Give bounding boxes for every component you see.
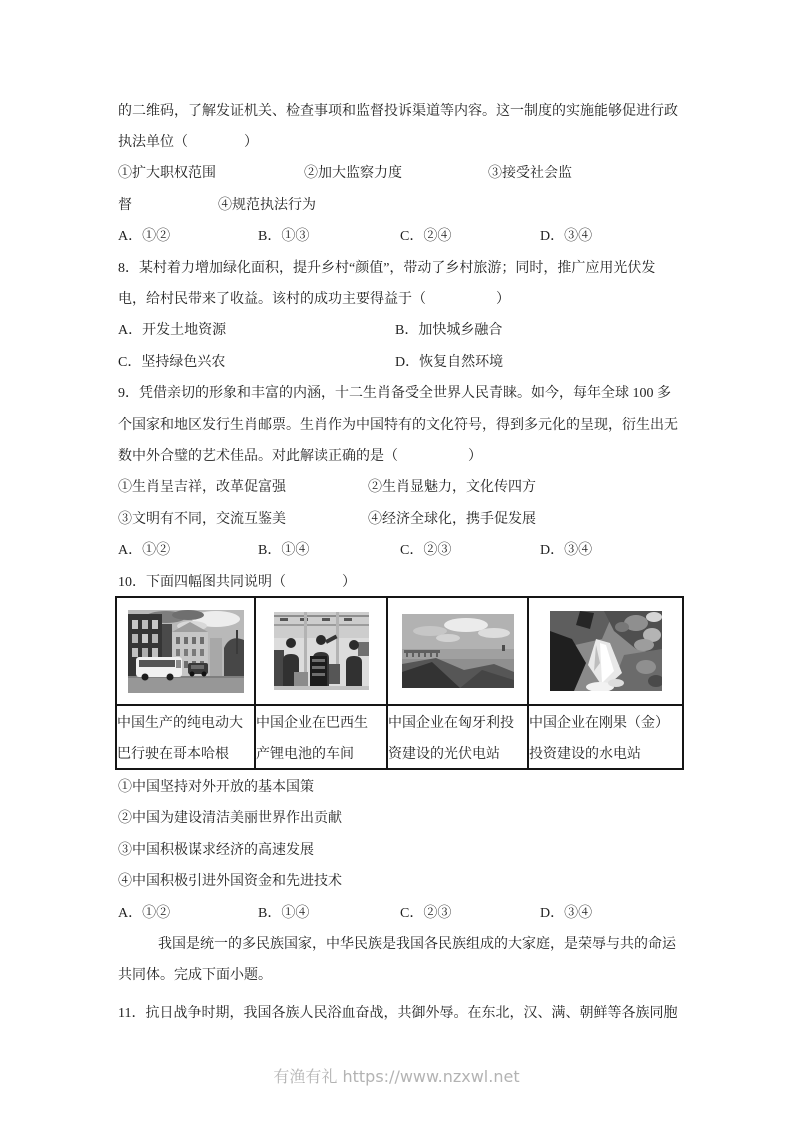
q7-answer-row — [118, 220, 684, 251]
q7-answer-b: B．①③ — [258, 229, 310, 245]
q10-image-table — [115, 596, 684, 770]
q7-body-line-1: 的二维码，了解发证机关、检查事项和监督投诉渠道等内容。这一制度的实施能够促进行政 — [118, 103, 678, 119]
q9-option-3: ③文明有不同，交流互鉴美 — [118, 511, 286, 527]
q10-option-4: ④中国积极引进外国资金和先进技术 — [118, 874, 342, 890]
q10-caption-4-line-2: 投资建设的水电站 — [529, 746, 641, 762]
q9-answer-b: B．①④ — [258, 543, 310, 559]
q7-option-3: ③接受社会监 — [488, 166, 572, 182]
q10-caption-row — [116, 705, 683, 769]
q8-answer-a: A．开发土地资源 — [118, 323, 227, 339]
q9-answer-a: A．①② — [118, 543, 171, 559]
q9-option-1: ①生肖呈吉祥，改革促富强 — [118, 480, 286, 496]
footer-watermark — [0, 1064, 793, 1087]
q7-body-line-2: 执法单位（ ） — [118, 135, 258, 151]
q8-answer-b: B．加快城乡融合 — [395, 323, 503, 339]
q7-answer-c: C．②④ — [400, 229, 452, 245]
q10-answer-b: B．①④ — [258, 905, 310, 921]
q10-image-cell-3 — [387, 597, 528, 705]
q9-body-line-2: 个国家和地区发行生肖邮票。生肖作为中国特有的文化符号，得到多元化的呈现，衍生出无 — [118, 417, 678, 433]
q9-body-line-1: 9．凭借亲切的形象和丰富的内涵，十二生肖备受全世界人民青睐。如今，每年全球 100 多 — [118, 386, 671, 402]
q11-intro-line-1: 我国是统一的多民族国家，中华民族是我国各民族组成的大家庭，是荣辱与共的命运 — [158, 936, 676, 952]
q8-answer-c: C．坚持绿色兴农 — [118, 354, 226, 370]
q10-image-cell-4 — [528, 597, 683, 705]
q10-caption-3-line-1: 中国企业在匈牙利投 — [388, 715, 514, 731]
q9-option-4: ④经济全球化，携手促发展 — [368, 511, 536, 527]
q10-image-row — [116, 597, 683, 705]
footer-watermark-text: 有渔有礼 https://www.nzxwl.net — [273, 1067, 520, 1086]
photo-solar-plant-hungary — [402, 614, 514, 688]
q10-image-cell-1 — [116, 597, 255, 705]
q10-answer-d: D．③④ — [540, 905, 593, 921]
q7-option-1: ①扩大职权范围 — [118, 166, 216, 182]
q10-answer-a: A．①② — [118, 905, 171, 921]
q10-image-cell-2 — [255, 597, 387, 705]
q8-answer-row-2 — [118, 345, 684, 376]
q10-stem: 10．下面四幅图共同说明（ ） — [118, 574, 356, 590]
q10-answer-c: C．②③ — [400, 905, 452, 921]
q8-answer-d: D．恢复自然环境 — [395, 354, 504, 370]
q9-answer-d: D．③④ — [540, 543, 593, 559]
q9-options-row-1 — [118, 471, 684, 502]
q8-answer-row-1 — [118, 314, 684, 345]
q10-caption-1-line-1: 中国生产的纯电动大 — [117, 715, 243, 731]
q9-answer-row — [118, 533, 684, 564]
q10-caption-1-line-2: 巴行驶在哥本哈根 — [117, 746, 229, 762]
q10-caption-3-line-2: 资建设的光伏电站 — [388, 746, 500, 762]
q10-option-2: ②中国为建设清洁美丽世界作出贡献 — [118, 811, 342, 827]
q7-answer-d: D．③④ — [540, 229, 593, 245]
q10-caption-2-line-1: 中国企业在巴西生 — [256, 715, 368, 731]
photo-hydropower-congo — [550, 611, 662, 691]
q7-option-3-continuation: 督 — [118, 197, 132, 213]
q7-option-4: ④规范执法行为 — [218, 197, 316, 213]
q11-intro-line-2: 共同体。完成下面小题。 — [118, 968, 272, 984]
q7-option-2: ②加大监察力度 — [304, 166, 402, 182]
photo-battery-workshop-brazil — [274, 612, 369, 690]
q10-option-3: ③中国积极谋求经济的高速发展 — [118, 842, 314, 858]
q9-body-line-3: 数中外合璧的艺术佳品。对此解读正确的是（ ） — [118, 448, 482, 464]
q10-caption-4-line-1: 中国企业在刚果（金） — [529, 715, 669, 731]
q10-caption-cell-2 — [255, 705, 387, 769]
q7-options-row-2 — [118, 188, 684, 219]
q10-option-1: ①中国坚持对外开放的基本国策 — [118, 779, 314, 795]
q10-answer-row — [118, 896, 684, 927]
q9-option-2: ②生肖显魅力，文化传四方 — [368, 480, 536, 496]
q10-caption-cell-1 — [116, 705, 255, 769]
q7-answer-a: A．①② — [118, 229, 171, 245]
exam-page-body — [118, 94, 684, 1027]
q10-caption-cell-4 — [528, 705, 683, 769]
q10-caption-cell-3 — [387, 705, 528, 769]
q8-body-line-2: 电，给村民带来了收益。该村的成功主要得益于（ ） — [118, 292, 510, 308]
q9-answer-c: C．②③ — [400, 543, 452, 559]
q9-options-row-2 — [118, 502, 684, 533]
photo-electric-bus-copenhagen — [128, 610, 244, 693]
q7-options-row-1 — [118, 157, 684, 188]
q11-body-line-1: 11．抗日战争时期，我国各族人民浴血奋战，共御外辱。在东北，汉、满、朝鲜等各族同胞 — [118, 1005, 678, 1021]
q8-body-line-1: 8．某村着力增加绿化面积，提升乡村“颜值”，带动了乡村旅游；同时，推广应用光伏发 — [118, 260, 656, 276]
q10-caption-2-line-2: 产锂电池的车间 — [256, 746, 354, 762]
